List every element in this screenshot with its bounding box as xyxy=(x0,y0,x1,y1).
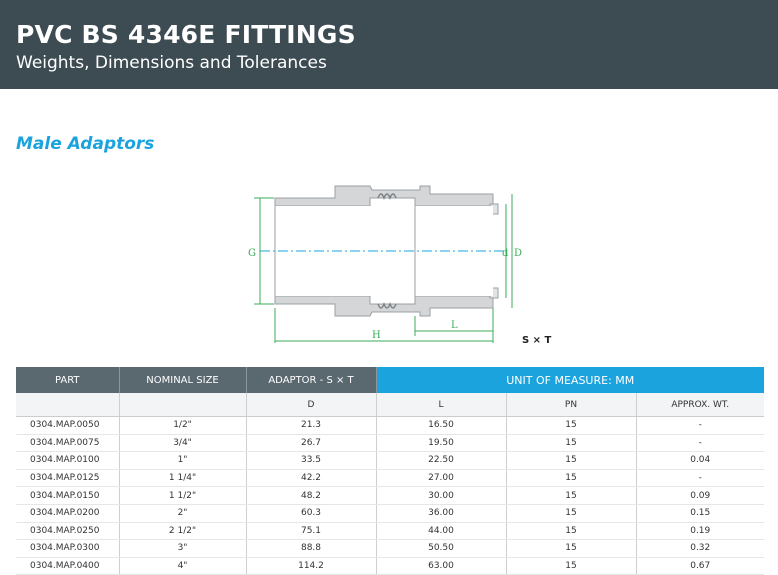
table-row xyxy=(16,540,764,558)
page-title: PVC BS 4346E FITTINGS xyxy=(16,20,356,49)
cell-d: 33.5 xyxy=(246,452,376,470)
subheader-blank-2 xyxy=(119,393,246,417)
table-row xyxy=(16,434,764,452)
cell-nominal-size: 1 1/2" xyxy=(119,487,246,505)
label-h: H xyxy=(372,330,381,341)
cell-nominal-size: 3" xyxy=(119,540,246,558)
cell-approx-wt: 0.09 xyxy=(636,487,764,505)
cell-pn: 15 xyxy=(506,417,636,435)
cell-part: 0304.MAP.0050 xyxy=(16,417,119,435)
cell-nominal-size: 1" xyxy=(119,452,246,470)
drawing-caption: S × T xyxy=(522,335,552,346)
cell-pn: 15 xyxy=(506,557,636,575)
cell-d: 60.3 xyxy=(246,504,376,522)
section-title: Male Adaptors xyxy=(16,134,155,154)
cell-nominal-size: 3/4" xyxy=(119,434,246,452)
cell-part: 0304.MAP.0250 xyxy=(16,522,119,540)
subheader-pn: PN xyxy=(506,393,636,417)
cell-nominal-size: 4" xyxy=(119,557,246,575)
cell-pn: 15 xyxy=(506,434,636,452)
cell-part: 0304.MAP.0400 xyxy=(16,557,119,575)
cell-pn: 15 xyxy=(506,487,636,505)
cell-l: 63.00 xyxy=(376,557,506,575)
cell-pn: 15 xyxy=(506,452,636,470)
male-adaptor-drawing xyxy=(240,178,540,348)
table-row xyxy=(16,522,764,540)
subheader-blank-1 xyxy=(16,393,119,417)
cell-approx-wt: - xyxy=(636,417,764,435)
cell-approx-wt: 0.15 xyxy=(636,504,764,522)
table-row xyxy=(16,417,764,435)
cell-approx-wt: 0.32 xyxy=(636,540,764,558)
cell-l: 27.00 xyxy=(376,469,506,487)
cell-approx-wt: - xyxy=(636,469,764,487)
cell-d: 48.2 xyxy=(246,487,376,505)
cell-part: 0304.MAP.0300 xyxy=(16,540,119,558)
cell-l: 19.50 xyxy=(376,434,506,452)
cell-nominal-size: 2" xyxy=(119,504,246,522)
cell-approx-wt: 0.04 xyxy=(636,452,764,470)
cell-d: 75.1 xyxy=(246,522,376,540)
header-banner xyxy=(0,0,778,89)
cell-approx-wt: - xyxy=(636,434,764,452)
table-row xyxy=(16,504,764,522)
cell-approx-wt: 0.19 xyxy=(636,522,764,540)
subheader-approx-wt: APPROX. WT. xyxy=(636,393,764,417)
cell-d: 114.2 xyxy=(246,557,376,575)
page-subtitle: Weights, Dimensions and Tolerances xyxy=(16,53,327,73)
cell-l: 22.50 xyxy=(376,452,506,470)
table-row xyxy=(16,452,764,470)
cell-nominal-size: 1 1/4" xyxy=(119,469,246,487)
label-small-d: d xyxy=(502,248,509,259)
cell-part: 0304.MAP.0200 xyxy=(16,504,119,522)
cell-nominal-size: 2 1/2" xyxy=(119,522,246,540)
label-g: G xyxy=(248,248,256,259)
cell-l: 16.50 xyxy=(376,417,506,435)
header-nominal-size: NOMINAL SIZE xyxy=(119,367,246,393)
dimensions-table xyxy=(16,367,764,575)
cell-l: 50.50 xyxy=(376,540,506,558)
cell-d: 21.3 xyxy=(246,417,376,435)
cell-d: 26.7 xyxy=(246,434,376,452)
subheader-l: L xyxy=(376,393,506,417)
cell-d: 88.8 xyxy=(246,540,376,558)
cell-approx-wt: 0.67 xyxy=(636,557,764,575)
cell-part: 0304.MAP.0150 xyxy=(16,487,119,505)
cell-pn: 15 xyxy=(506,504,636,522)
header-unit-of-measure: UNIT OF MEASURE: MM xyxy=(376,367,764,393)
cell-l: 44.00 xyxy=(376,522,506,540)
header-part: PART xyxy=(16,367,119,393)
table-row xyxy=(16,557,764,575)
label-big-d: D xyxy=(514,248,523,259)
header-adaptor: ADAPTOR - S × T xyxy=(246,367,376,393)
lower-wall xyxy=(275,296,493,316)
cell-nominal-size: 1/2" xyxy=(119,417,246,435)
cell-l: 36.00 xyxy=(376,504,506,522)
cell-pn: 15 xyxy=(506,522,636,540)
cell-part: 0304.MAP.0075 xyxy=(16,434,119,452)
table-row xyxy=(16,469,764,487)
cell-l: 30.00 xyxy=(376,487,506,505)
cell-d: 42.2 xyxy=(246,469,376,487)
label-l: L xyxy=(451,320,458,331)
cell-pn: 15 xyxy=(506,469,636,487)
cell-part: 0304.MAP.0100 xyxy=(16,452,119,470)
cell-pn: 15 xyxy=(506,540,636,558)
cell-part: 0304.MAP.0125 xyxy=(16,469,119,487)
table-row xyxy=(16,487,764,505)
upper-wall xyxy=(275,186,493,206)
subheader-d: D xyxy=(246,393,376,417)
